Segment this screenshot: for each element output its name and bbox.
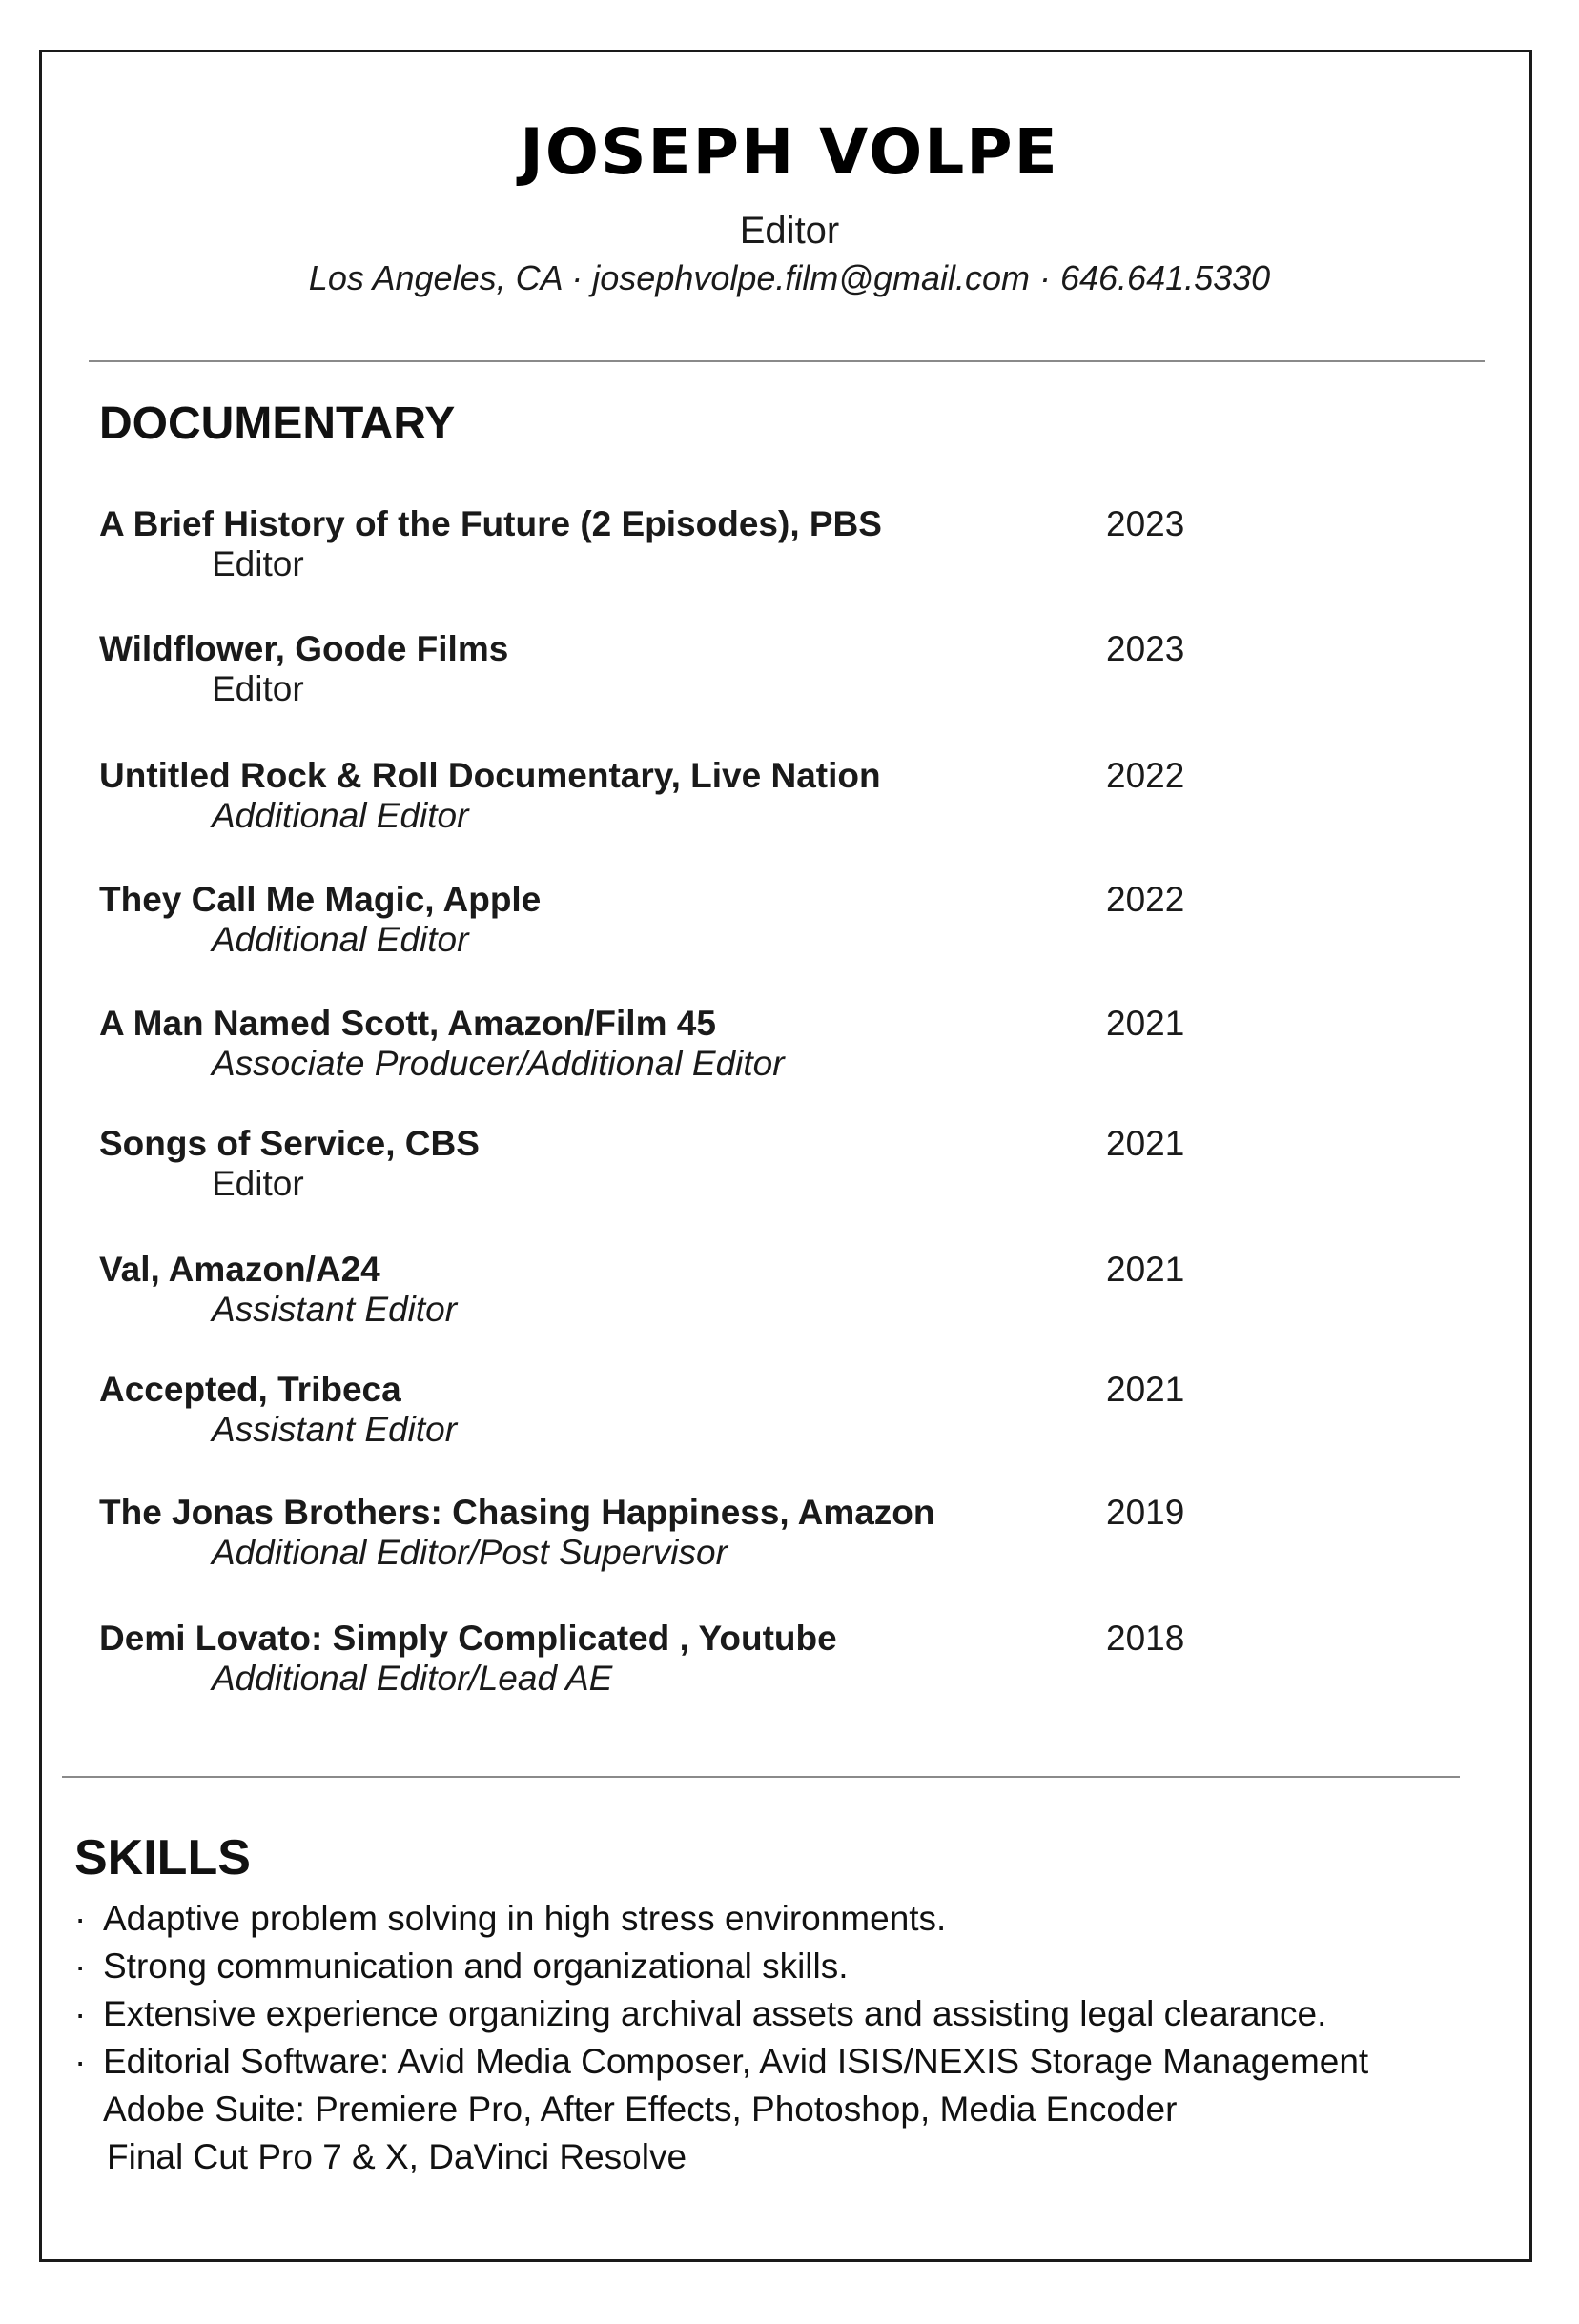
- credit-year: 2021: [1106, 1004, 1185, 1043]
- credit-position: Assistant Editor: [212, 1290, 458, 1329]
- skills-list: [71, 1895, 1501, 2181]
- credit-title: The Jonas Brothers: Chasing Happiness, Amazon: [99, 1493, 935, 1532]
- header-divider: [89, 360, 1485, 362]
- skill-item: [71, 1943, 1501, 1990]
- credit-title: Demi Lovato: Simply Complicated , Youtube: [99, 1619, 837, 1658]
- credit-title: A Man Named Scott, Amazon/Film 45: [99, 1004, 716, 1043]
- section-divider: [62, 1776, 1460, 1778]
- credit-year: 2021: [1106, 1370, 1185, 1409]
- credit-title: Untitled Rock & Roll Documentary, Live Nation: [99, 756, 881, 795]
- credit-position: Additional Editor/Post Supervisor: [212, 1533, 728, 1572]
- credit-position: Associate Producer/Additional Editor: [212, 1044, 785, 1083]
- bullet-glyph: ·: [74, 1994, 87, 2033]
- documentary-heading: DOCUMENTARY: [99, 398, 456, 449]
- credit-year: 2023: [1106, 504, 1185, 543]
- credit-year: 2019: [1106, 1493, 1185, 1532]
- bullet-glyph: ·: [74, 2042, 87, 2081]
- credit-position: Assistant Editor: [212, 1410, 458, 1449]
- bullet-glyph: ·: [74, 1899, 87, 1938]
- credit-year: 2022: [1106, 880, 1185, 919]
- credit-position: Editor: [212, 669, 304, 708]
- skills-heading: SKILLS: [74, 1830, 251, 1886]
- skill-continuation: Final Cut Pro 7 & X, DaVinci Resolve: [107, 2137, 687, 2176]
- skill-item: [71, 1990, 1501, 2038]
- credit-title: They Call Me Magic, Apple: [99, 880, 542, 919]
- credit-title: A Brief History of the Future (2 Episodes), PBS: [99, 504, 882, 543]
- credit-year: 2021: [1106, 1250, 1185, 1289]
- bullet-glyph: ·: [74, 1947, 87, 1986]
- skill-item: [71, 2038, 1501, 2181]
- skill-text: Extensive experience organizing archival assets and assisting legal clearance.: [103, 1994, 1327, 2033]
- credit-title: Wildflower, Goode Films: [99, 629, 509, 668]
- credit-year: 2018: [1106, 1619, 1185, 1658]
- credit-year: 2021: [1106, 1124, 1185, 1163]
- credit-title: Songs of Service, CBS: [99, 1124, 480, 1163]
- credit-year: 2022: [1106, 756, 1185, 795]
- credit-position: Additional Editor: [212, 920, 469, 959]
- skill-text: Adaptive problem solving in high stress environments.: [103, 1899, 947, 1938]
- credit-title: Accepted, Tribeca: [99, 1370, 401, 1409]
- credit-position: Additional Editor/Lead AE: [212, 1659, 613, 1698]
- skill-item: [71, 1895, 1501, 1943]
- skill-text: Strong communication and organizational skills.: [103, 1947, 849, 1986]
- skill-continuation: Adobe Suite: Premiere Pro, After Effects, Photoshop, Media Encoder: [103, 2090, 1178, 2129]
- credit-position: Additional Editor: [212, 796, 469, 835]
- credit-title: Val, Amazon/A24: [99, 1250, 380, 1289]
- applicant-name: JOSEPH VOLPE: [520, 115, 1059, 189]
- credit-position: Editor: [212, 1164, 304, 1203]
- skill-text: Editorial Software: Avid Media Composer, Avid ISIS/NEXIS Storage Management: [103, 2042, 1369, 2081]
- applicant-role: Editor: [739, 210, 840, 252]
- contact-line: Los Angeles, CA · josephvolpe.film@gmail.com · 646.641.5330: [308, 258, 1271, 297]
- credit-year: 2023: [1106, 629, 1185, 668]
- credit-position: Editor: [212, 544, 304, 583]
